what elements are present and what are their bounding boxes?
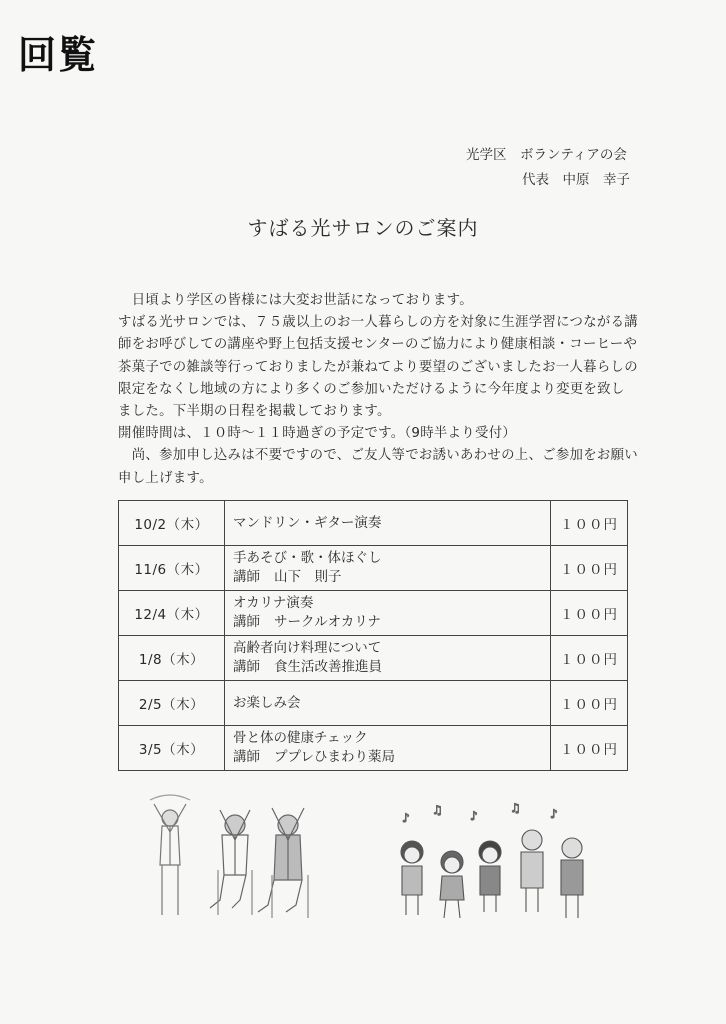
- schedule-event: お楽しみ会: [233, 694, 301, 711]
- svg-text:♪: ♪: [402, 811, 410, 825]
- schedule-date: 3/5（木）: [119, 726, 225, 771]
- instructor-name: サークルオカリナ: [274, 614, 381, 630]
- schedule-fee: １００円: [551, 546, 628, 591]
- schedule-date: 11/6（木）: [119, 546, 225, 591]
- singer-2: [440, 851, 464, 918]
- schedule-content: [225, 681, 551, 726]
- schedule-content: [225, 501, 551, 546]
- instructor-name: 山下 則子: [274, 569, 342, 585]
- schedule-fee: １００円: [551, 636, 628, 681]
- schedule-instructor: [233, 613, 542, 632]
- schedule-row: [119, 501, 628, 546]
- schedule-date: 10/2（木）: [119, 501, 225, 546]
- instructor-name: 食生活改善推進員: [274, 659, 382, 675]
- svg-text:♫: ♫: [432, 803, 443, 817]
- announcement-body: [118, 290, 638, 490]
- circulation-stamp: 回覧: [18, 32, 99, 77]
- seated-person-2: [258, 808, 308, 918]
- instructor-label: 講師: [233, 569, 260, 585]
- schedule-instructor: [233, 658, 542, 677]
- seated-person-1: [210, 810, 252, 915]
- schedule-fee: １００円: [551, 726, 628, 771]
- choir-singing-illustration: [390, 800, 600, 930]
- music-notes: [402, 801, 558, 825]
- schedule-table: [118, 500, 628, 771]
- schedule-row: [119, 681, 628, 726]
- svg-text:♪: ♪: [470, 809, 478, 823]
- schedule-instructor: [233, 748, 542, 767]
- paragraph-hours: 開催時間は、１０時～１１時過ぎの予定です。（9時半より受付）: [118, 426, 517, 442]
- schedule-date: 2/5（木）: [119, 681, 225, 726]
- schedule-row: [119, 726, 628, 771]
- paragraph-description: すばる光サロンでは、７５歳以上のお一人暮らしの方を対象に生涯学習につながる講師をお呼びしての講座や野上包括支援センターのご協力により健康相談・コーヒーや茶菓子での雑談等行っておりましたが兼ねてより要望のございましたお一人暮らしの限定をなくし地域の方により多くのご参加いただけるように今年度より変更を致しました。下半期の日程を掲載しております。: [118, 315, 638, 420]
- schedule-fee: １００円: [551, 501, 628, 546]
- singer-5: [561, 838, 583, 918]
- organizer-name: 光学区 ボランティアの会: [466, 147, 627, 163]
- schedule-content: [225, 726, 551, 771]
- schedule-row: [119, 546, 628, 591]
- schedule-fee: １００円: [551, 681, 628, 726]
- organizer-block: [466, 143, 630, 193]
- schedule-event: 手あそび・歌・体ほぐし: [233, 550, 382, 566]
- paragraph-note: 尚、参加申し込みは不要ですので、ご友人等でお誘いあわせの上、ご参加をお願い申し上げます。: [118, 448, 638, 486]
- schedule-content: [225, 546, 551, 591]
- seated-exercise-illustration: [140, 790, 330, 930]
- schedule-date: 12/4（木）: [119, 591, 225, 636]
- schedule-event: 高齢者向け料理について: [233, 640, 382, 656]
- instructor-label: 講師: [233, 614, 260, 630]
- singer-4: [521, 830, 543, 912]
- schedule-row: [119, 636, 628, 681]
- svg-text:♪: ♪: [550, 807, 558, 821]
- organizer-representative: 代表 中原 幸子: [522, 172, 630, 188]
- schedule-row: [119, 591, 628, 636]
- schedule-fee: １００円: [551, 591, 628, 636]
- svg-text:♫: ♫: [510, 801, 521, 815]
- schedule-event: オカリナ演奏: [233, 595, 314, 611]
- instructor-figure: [150, 795, 190, 915]
- instructor-name: ププレひまわり薬局: [274, 749, 395, 765]
- instructor-label: 講師: [233, 659, 260, 675]
- schedule-date: 1/8（木）: [119, 636, 225, 681]
- schedule-content: [225, 636, 551, 681]
- schedule-instructor: [233, 568, 542, 587]
- singer-3: [479, 841, 501, 912]
- instructor-label: 講師: [233, 749, 260, 765]
- schedule-event: 骨と体の健康チェック: [233, 730, 368, 746]
- page-title: すばる光サロンのご案内: [247, 216, 479, 240]
- paragraph-greeting: 日頃より学区の皆様には大変お世話になっております。: [118, 293, 473, 308]
- schedule-event: マンドリン・ギター演奏: [233, 514, 382, 531]
- singer-1: [401, 841, 423, 915]
- schedule-content: [225, 591, 551, 636]
